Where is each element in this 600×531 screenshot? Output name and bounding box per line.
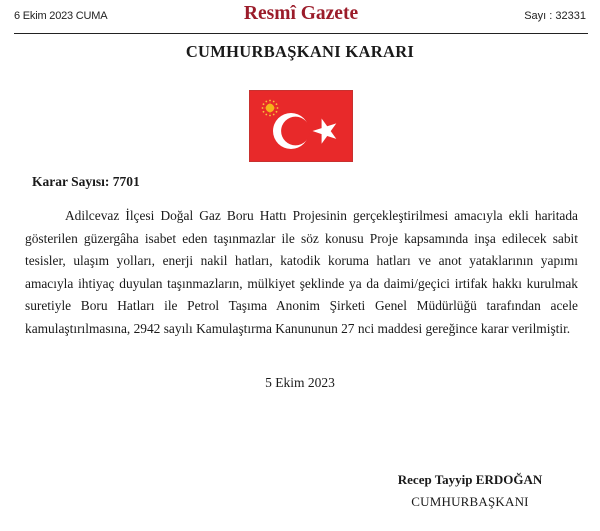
signatory-name: Recep Tayyip ERDOĞAN — [397, 472, 543, 487]
decision-number: Karar Sayısı: 7701 — [32, 174, 140, 189]
decision-date: 5 Ekim 2023 — [265, 375, 335, 390]
turkish-flag-icon — [249, 90, 353, 162]
gazette-title: Resmî Gazete — [243, 3, 359, 24]
signatory-title: CUMHURBAŞKANI — [411, 494, 529, 509]
issue-number: Sayı : 32331 — [524, 10, 586, 22]
gazette-header — [14, 0, 588, 34]
presidential-seal-icon — [262, 100, 279, 117]
decision-body-text: Adilcevaz İlçesi Doğal Gaz Boru Hattı Projesinin gerçekleştirilmesi amacıyla ekli haritada gösterilen güzergâha isabet eden taşınmazlar ile söz konusu Proje kapsamında inşa edilecek sabit tesisler, ulaşım yolları, enerji nakil hatları, katodik koruma hatları ve anot yataklarının yapımı amacıyla ihtiyaç duyulan taşınmazların, mülkiyet şeklinde ya da daimi/geçici irtifak hakkı kurulmak suretiyle Boru Hatları ile Petrol Taşıma Anonim Şirketi Genel Müdürlüğü tarafından acele kamulaştırılmasına, 2942 sayılı Kamulaştırma Kanununun 27 nci maddesi gereğince karar verilmiştir. — [25, 208, 578, 336]
document-title: CUMHURBAŞKANI KARARI — [185, 42, 415, 61]
star-icon — [313, 119, 337, 144]
signature-block — [370, 472, 570, 510]
flag-emblem-icon — [250, 91, 354, 163]
issue-date: 6 Ekim 2023 CUMA — [14, 10, 108, 22]
